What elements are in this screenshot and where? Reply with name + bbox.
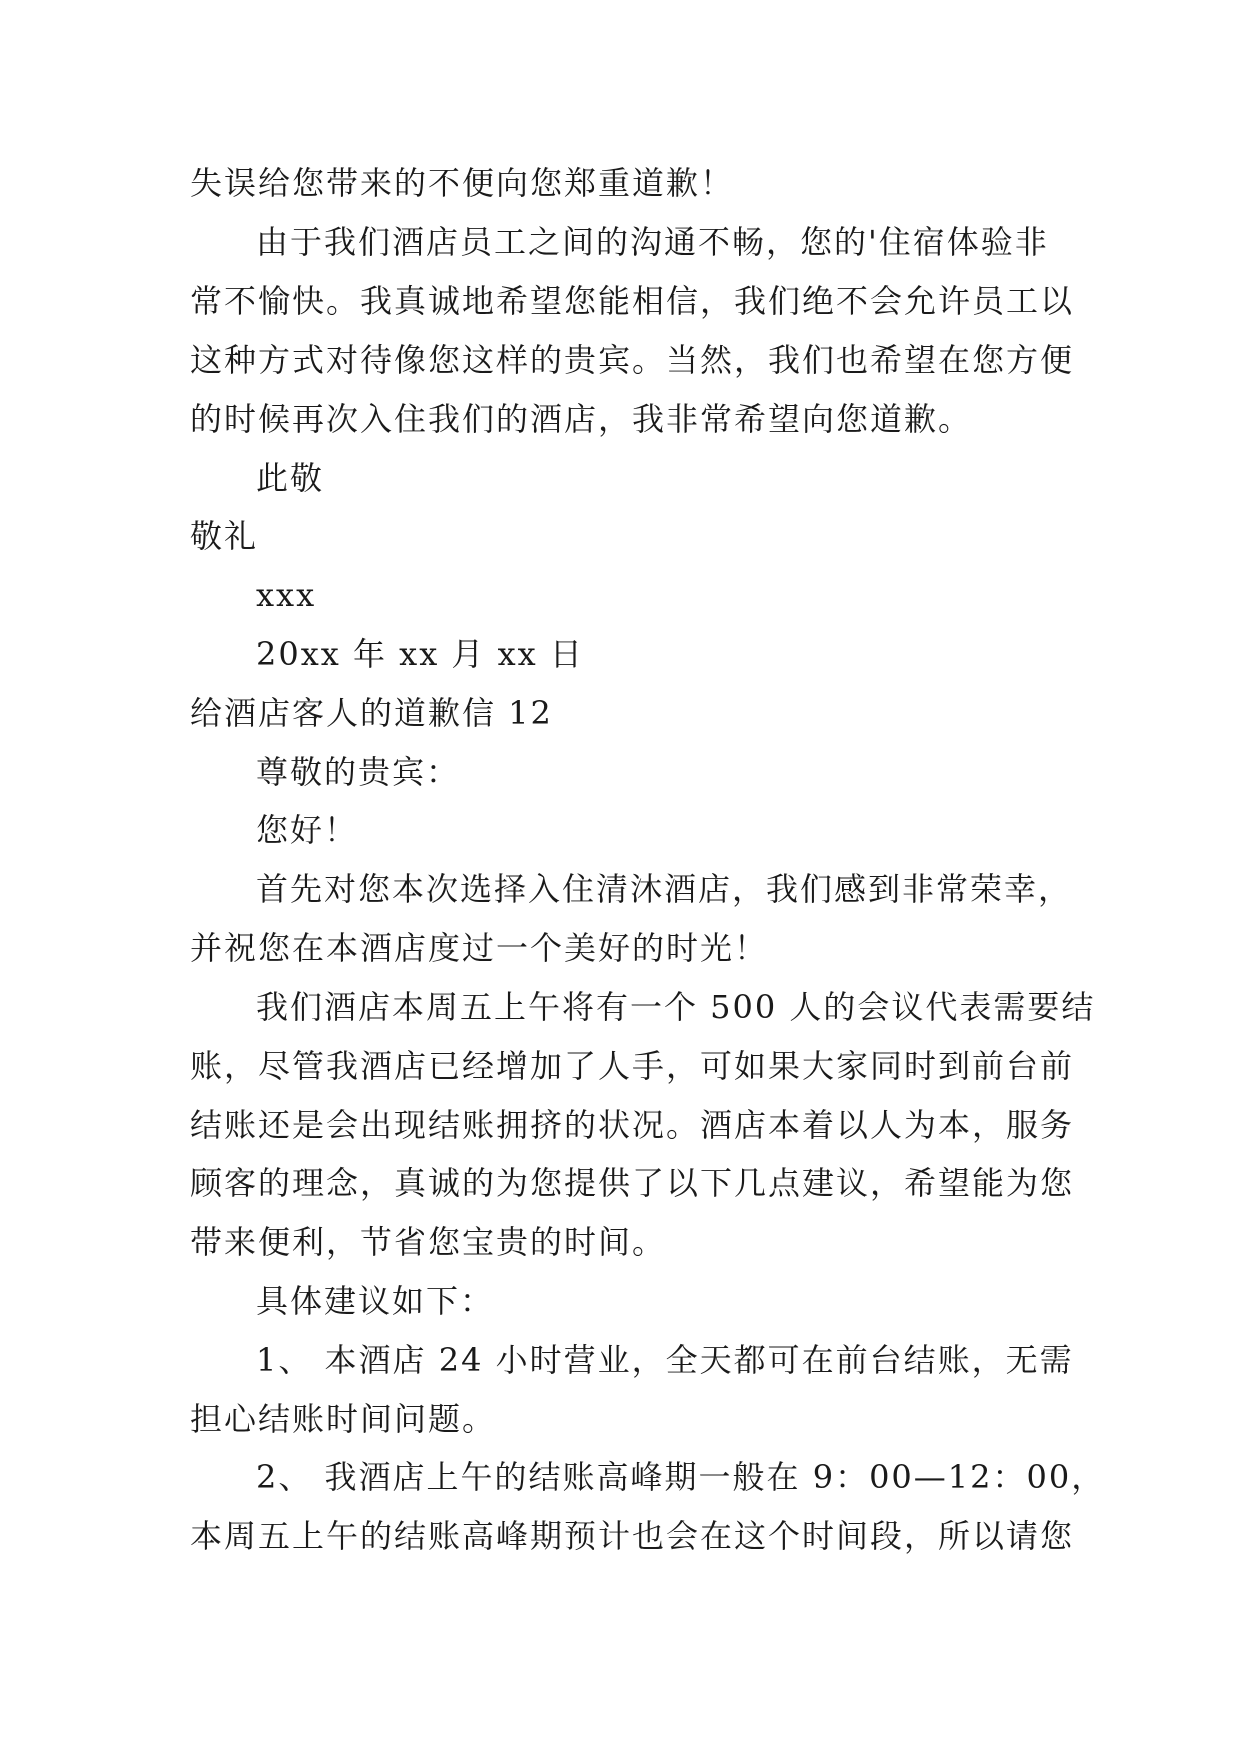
paragraph-line: 首先对您本次选择入住清沐酒店，我们感到非常荣幸，: [256, 870, 1073, 908]
paragraph-line: 的时候再次入住我们的酒店，我非常希望向您道歉。: [190, 400, 973, 438]
paragraph-line: 顾客的理念，真诚的为您提供了以下几点建议，希望能为您: [190, 1164, 1075, 1202]
paragraph-line: 常不愉快。我真诚地希望您能相信，我们绝不会允许员工以: [190, 282, 1075, 320]
closing-line: 此敬: [256, 459, 325, 497]
list-item: 1、 本酒店 24 小时营业，全天都可在前台结账，无需: [256, 1341, 1074, 1379]
paragraph-line: 账，尽管我酒店已经增加了人手，可如果大家同时到前台前: [190, 1047, 1075, 1085]
list-item: 2、 我酒店上午的结账高峰期一般在 9：00—12：00，: [256, 1458, 1106, 1496]
greeting-hello: 您好！: [256, 811, 359, 849]
paragraph-line: 这种方式对待像您这样的贵宾。当然，我们也希望在您方便: [190, 341, 1075, 379]
list-item-continuation: 本周五上午的结账高峰期预计也会在这个时间段，所以请您: [190, 1517, 1075, 1555]
paragraph-line: 结账还是会出现结账拥挤的状况。酒店本着以人为本，服务: [190, 1106, 1075, 1144]
signature-name: xxx: [256, 576, 317, 614]
greeting: 尊敬的贵宾：: [256, 753, 461, 791]
paragraph-line: 由于我们酒店员工之间的沟通不畅，您的'住宿体验非: [256, 223, 1049, 261]
paragraph-line: 并祝您在本酒店度过一个美好的时光！: [190, 929, 769, 967]
paragraph-line: 带来便利，节省您宝贵的时间。: [190, 1223, 667, 1261]
paragraph-line: 失误给您带来的不便向您郑重道歉！: [190, 164, 735, 202]
list-heading: 具体建议如下：: [256, 1282, 495, 1320]
list-item-continuation: 担心结账时间问题。: [190, 1400, 497, 1438]
section-title: 给酒店客人的道歉信 12: [190, 694, 553, 732]
signature-date: 20xx 年 xx 月 xx 日: [256, 635, 584, 673]
paragraph-line: 我们酒店本周五上午将有一个 500 人的会议代表需要结: [256, 988, 1096, 1026]
closing-salutation: 敬礼: [190, 517, 259, 555]
